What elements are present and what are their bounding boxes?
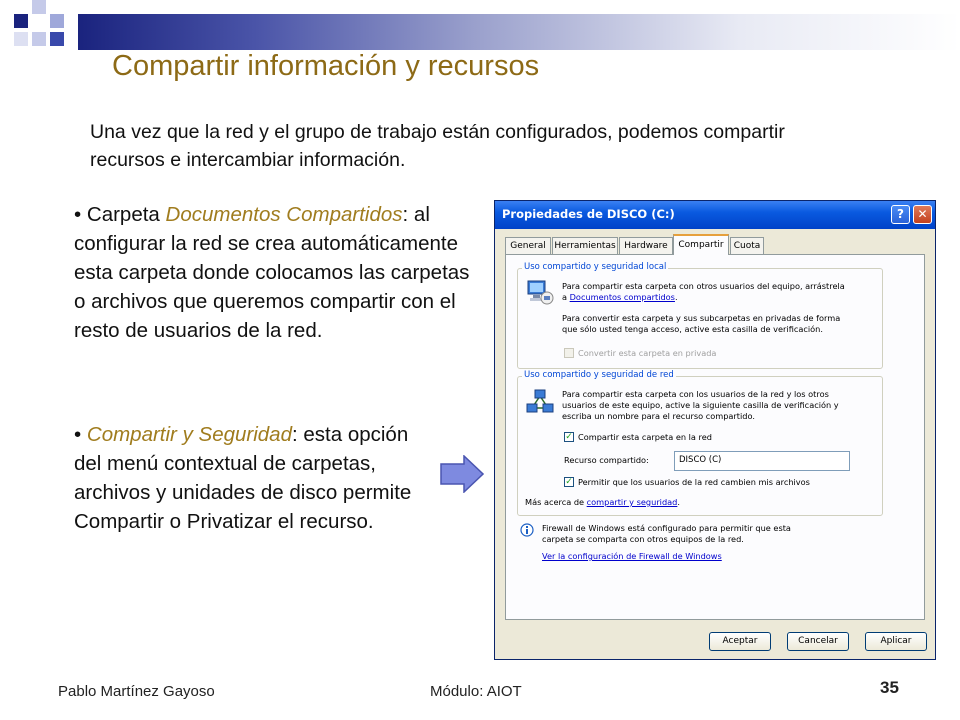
footer-module: Módulo: AIOT bbox=[430, 683, 522, 700]
decor-square-dark bbox=[14, 14, 28, 28]
more-info-prefix: Más acerca de bbox=[525, 497, 587, 507]
dialog-title: Propiedades de DISCO (C:) bbox=[502, 207, 675, 221]
bullet-compartir-seguridad bbox=[74, 420, 426, 536]
network-group-label: Uso compartido y seguridad de red bbox=[524, 370, 674, 380]
local-text-line2-prefix: a bbox=[562, 292, 570, 302]
local-text-1 bbox=[562, 281, 845, 303]
firewall-text-line1: Firewall de Windows está configurado para permitir que esta bbox=[542, 523, 791, 533]
local-text-2 bbox=[562, 313, 840, 335]
decor-square-dark bbox=[50, 32, 64, 46]
network-text-line2: usuarios de este equipo, active la siguiente casilla de verificación y bbox=[562, 400, 839, 410]
private-text-line2: que sólo usted tenga acceso, active esta casilla de verificación. bbox=[562, 324, 823, 334]
bullet-highlight: Compartir y Seguridad bbox=[86, 423, 292, 446]
share-checkbox-label: Compartir esta carpeta en la red bbox=[578, 432, 712, 442]
apply-button[interactable]: Aplicar bbox=[865, 632, 927, 651]
firewall-settings-link[interactable]: Ver la configuración de Firewall de Windows bbox=[542, 551, 722, 561]
allow-changes-label: Permitir que los usuarios de la red cambien mis archivos bbox=[578, 477, 810, 487]
private-checkbox-label: Convertir esta carpeta en privada bbox=[578, 348, 717, 358]
bullet-prefix: Carpeta bbox=[86, 203, 166, 226]
slide-title: Compartir información y recursos bbox=[112, 50, 540, 82]
local-computer-icon bbox=[526, 279, 554, 305]
tab-hardware[interactable]: Hardware bbox=[619, 237, 673, 254]
sharing-security-link[interactable]: compartir y seguridad bbox=[586, 497, 678, 507]
share-checkbox[interactable]: ✓ bbox=[565, 432, 573, 442]
share-name-input[interactable]: DISCO (C) bbox=[674, 451, 850, 471]
properties-dialog bbox=[494, 200, 936, 660]
bullet-text: : esta opción del menú contextual de carpetas, archivos y unidades de disco permite Compartir o Privatizar el recurso. bbox=[74, 423, 412, 533]
info-icon bbox=[520, 523, 534, 537]
firewall-text-line2: carpeta se comparta con otros equipos de la red. bbox=[542, 534, 744, 544]
local-group-label: Uso compartido y seguridad local bbox=[524, 262, 667, 272]
header-gradient-bar bbox=[78, 14, 960, 50]
tab-general[interactable]: General bbox=[505, 237, 551, 254]
decor-square-light bbox=[32, 0, 46, 14]
bullet-documentos-compartidos bbox=[74, 200, 472, 345]
right-arrow-icon bbox=[440, 455, 484, 493]
cancel-button[interactable]: Cancelar bbox=[787, 632, 849, 651]
close-button[interactable]: ✕ bbox=[913, 205, 932, 224]
bullet-marker: • bbox=[74, 203, 82, 226]
private-text-line1: Para convertir esta carpeta y sus subcarpetas en privadas de forma bbox=[562, 313, 841, 323]
dialog-titlebar[interactable] bbox=[495, 201, 935, 229]
documentos-compartidos-link[interactable]: Documentos compartidos bbox=[569, 292, 675, 302]
tab-herramientas[interactable]: Herramientas bbox=[552, 237, 618, 254]
local-text-line1: Para compartir esta carpeta con otros usuarios del equipo, arrástrela bbox=[562, 281, 845, 291]
bullet-text: : al configurar la red se crea automáticamente esta carpeta donde colocamos las carpetas o archivos que queremos compartir con el resto de usuarios de la red. bbox=[74, 203, 470, 342]
network-icon bbox=[526, 388, 554, 416]
network-description bbox=[562, 389, 839, 422]
network-text-line1: Para compartir esta carpeta con los usuarios de la red y los otros bbox=[562, 389, 829, 399]
network-text-line3: escriba un nombre para el recurso compartido. bbox=[562, 411, 755, 421]
share-name-label: Recurso compartido: bbox=[564, 455, 649, 465]
private-checkbox[interactable] bbox=[564, 348, 574, 358]
help-button[interactable]: ? bbox=[891, 205, 910, 224]
firewall-text bbox=[542, 523, 791, 545]
footer-author: Pablo Martínez Gayoso bbox=[58, 683, 215, 700]
tab-panel-compartir bbox=[505, 254, 925, 620]
tab-compartir[interactable]: Compartir bbox=[673, 234, 729, 255]
bullet-marker: • bbox=[74, 423, 82, 446]
more-info-suffix: . bbox=[677, 497, 680, 507]
ok-button[interactable]: Aceptar bbox=[709, 632, 771, 651]
tab-cuota[interactable]: Cuota bbox=[730, 237, 764, 254]
local-text-line2-suffix: . bbox=[674, 292, 678, 302]
intro-text: Una vez que la red y el grupo de trabajo están configurados, podemos compartir recursos e intercambiar información. bbox=[90, 121, 785, 171]
decor-square-light bbox=[32, 32, 46, 46]
page-number: 35 bbox=[880, 678, 899, 697]
decor-square-mid bbox=[50, 14, 64, 28]
decor-square-light bbox=[14, 32, 28, 46]
more-info-text bbox=[525, 497, 680, 508]
allow-changes-checkbox[interactable]: ✓ bbox=[565, 477, 573, 487]
bullet-highlight: Documentos Compartidos bbox=[165, 203, 403, 226]
